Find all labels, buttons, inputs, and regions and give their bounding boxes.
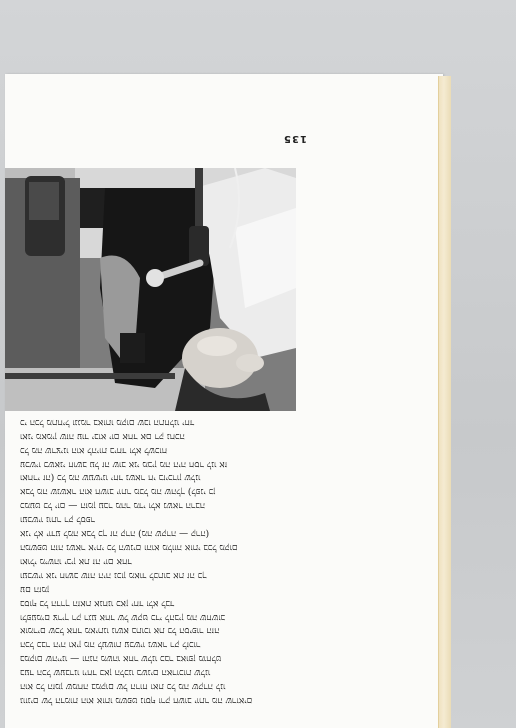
text-line: כמעט כל יום — הזמן עבר מהר מדי ולא נשאר הרבה [20,500,205,511]
text-line: ועכשיו אני חושב שזה היה נכון מאוד לכתוב את זה כך [20,569,207,580]
photograph [5,168,296,411]
text-line: כי הכל מתחיל ונגמר באותו מקום שבו התחלנו יחד [20,416,195,427]
text-line: גוונים של הדמות הוא אותו משפט נוסף ורק חשוב יותר מה שרואים [20,695,253,706]
page-number: 135 [283,133,307,144]
body-text [20,414,304,706]
text-line: הכל כבר היה ואין מה לעשות עכשיו נשאר רק לזכור [20,639,201,650]
text-line: אבל מה שנשאר הוא חשוב יותר מכל מה שהלך (לפני כן [20,486,216,497]
text-line: ולפעמים צריך רק רגע אחד של שקט כדי להבין מה שחשוב [20,611,225,622]
text-line: כל מה שרצינו הוא להיות ביחד ולא לשכוח [20,444,168,455]
text-line: בעד הכל שעברנו ויחד כאן הלכנו בשנים הארוכות שלנו [20,667,211,678]
text-line: הוא כל הזמן שמחה במקום של הרוח ואת כל מה שקרה לנו [20,681,226,692]
text-line: בסוף כל הדרך הזאת אנחנו כאן יחד ולא לבד [20,597,175,608]
page-edge [438,76,451,728]
text-line: אומרים שכל אחד מאיתנו נושא בתוכו את כל הסיפור הזה [20,625,220,636]
photograph-image [5,168,296,411]
text-line: ואולי מישהו יבין את זה יום אחד [20,555,132,566]
text-line: ואחרי זה) כל מה שעשינו יחד נשאר חי בזיכרון שלנו [20,472,201,483]
text-line: עם הזמן [20,583,50,594]
text-line: ועכשיו נותר רק לספר [20,514,96,525]
text-line: אני לא יודע למה אבל כך זה קרה (מה שקרה — קרה) [20,528,210,539]
text-line: המשפט הזה נשאר איתי כל השנים והוא מלווה אותי בכל מקום [20,542,238,553]
text-line: עכשיו כשאני חושב על זה שוב אני מבין מה היה חסר לנו אז [20,458,228,469]
text-line: במקום שהיינו — והנה משהו אחר שלנו כבר באופן מוחלט [20,653,222,664]
text-line: ואני מאמין שזה עוד יבוא יום אחד אם רק נחכה [20,430,185,441]
